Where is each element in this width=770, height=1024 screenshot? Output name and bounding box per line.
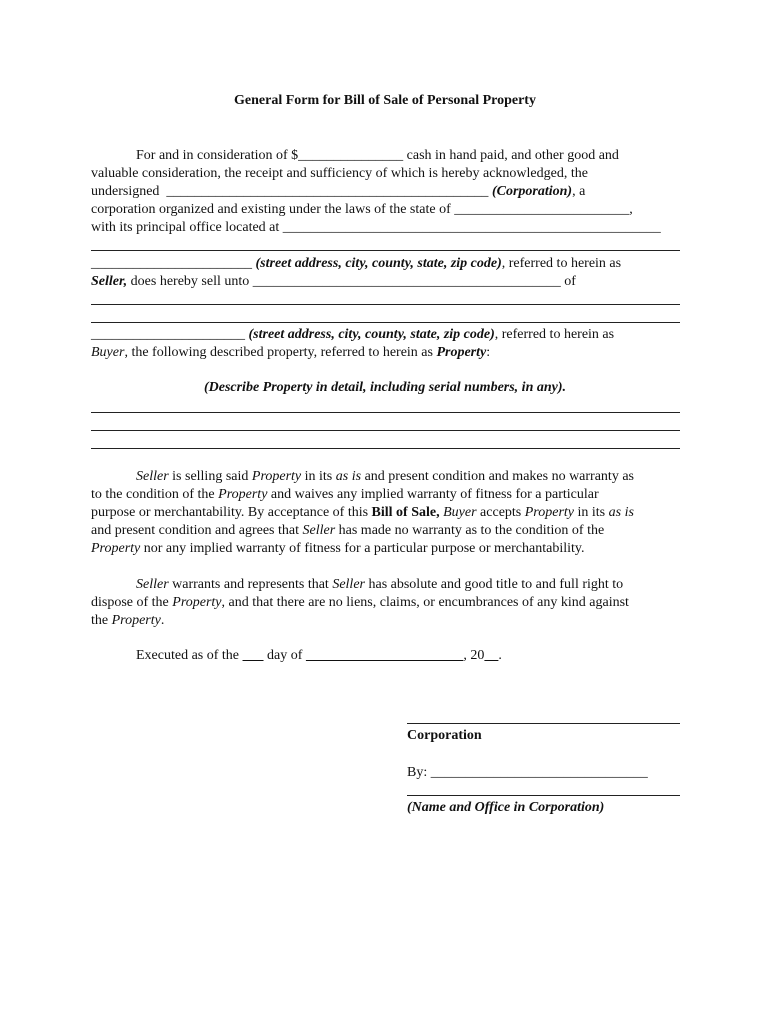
property-term: Property <box>172 595 222 610</box>
para2-text: and present condition and makes no warranty as <box>361 469 634 484</box>
described-property-text: , the following described property, referred to herein as <box>124 345 437 360</box>
para1-line6 <box>91 255 681 273</box>
para2-text: and waives any implied warranty of fitness for a particular <box>267 487 599 502</box>
para3-line1 <box>136 576 726 594</box>
para2-line5 <box>91 540 681 558</box>
blank-rule <box>91 430 680 431</box>
para3-text: , and that there are no liens, claims, or encumbrances of any kind against <box>221 595 629 610</box>
sell-unto-text: does hereby sell unto ____________________________________________ of <box>127 274 576 289</box>
blank-rule <box>91 412 680 413</box>
blank-rule <box>91 322 680 323</box>
para3-text: dispose of the <box>91 595 173 610</box>
corporation-label: (Corporation) <box>491 184 573 199</box>
para1-line8-end: , referred to herein as <box>494 327 615 342</box>
para2-line1 <box>136 468 726 486</box>
executed-text: . <box>498 648 502 663</box>
para3-line2 <box>91 594 681 612</box>
para3-text: the <box>91 613 112 628</box>
executed-line <box>136 647 726 665</box>
month-blank[interactable] <box>306 648 464 663</box>
seller-term: Seller <box>136 577 169 592</box>
para1-line4: corporation organized and existing under the laws of the state of _________________________, <box>91 202 633 217</box>
undersigned-text: undersigned ______________________________________________ <box>91 184 492 199</box>
para2-text: nor any implied warranty of fitness for a particular purpose or merchantability. <box>140 541 585 556</box>
executed-text: , 20 <box>463 648 485 663</box>
para3-text: . <box>160 613 165 628</box>
bill-of-sale-term: Bill of Sale, <box>371 505 440 520</box>
year-blank[interactable] <box>484 648 498 663</box>
buyer-address-hint: (street address, city, county, state, zip code) <box>248 327 495 342</box>
para1-line9-end: : <box>486 345 491 360</box>
property-term: Property <box>111 613 161 628</box>
para3-text: warrants and represents that <box>168 577 333 592</box>
buyer-address-blank: ______________________ <box>91 327 249 342</box>
para1-line1: For and in consideration of $_______________ cash in hand paid, and other good and <box>136 148 619 163</box>
describe-property-instruction: (Describe Property in detail, including serial numbers, in any). <box>203 380 567 395</box>
signature-line[interactable] <box>407 723 680 724</box>
seller-term: Seller <box>332 577 365 592</box>
day-blank[interactable] <box>243 648 264 663</box>
para2-text: in its <box>574 505 609 520</box>
by-signature-line[interactable]: By: _______________________________ <box>407 765 648 780</box>
para2-text: has made no warranty as to the condition of the <box>335 523 605 538</box>
para1-line5: with its principal office located at ______________________________________________________ <box>91 220 661 235</box>
property-term: Property <box>218 487 268 502</box>
para3-line3 <box>91 612 681 630</box>
executed-text: day of <box>263 648 306 663</box>
as-is-term: as is <box>608 505 634 520</box>
para2-text: in its <box>301 469 336 484</box>
para2-line4 <box>91 522 681 540</box>
para2-text: and present condition and agrees that <box>91 523 303 538</box>
para1-line8 <box>91 326 681 344</box>
executed-text: Executed as of the <box>136 648 243 663</box>
para1-line7 <box>91 273 681 291</box>
para1-line3-end: , a <box>572 184 586 199</box>
para1-line6-end: , referred to herein as <box>501 256 622 271</box>
buyer-term: Buyer <box>91 345 125 360</box>
seller-term: Seller, <box>91 274 128 289</box>
as-is-term: as is <box>335 469 362 484</box>
blank-rule <box>91 304 680 305</box>
blank-rule <box>91 448 680 449</box>
para2-text: is selling said <box>168 469 252 484</box>
property-term: Property <box>436 345 487 360</box>
para3-text: has absolute and good title to and full right to <box>364 577 624 592</box>
property-term: Property <box>91 541 141 556</box>
para2-line2 <box>91 486 681 504</box>
para2-text: to the condition of the <box>91 487 219 502</box>
buyer-term: Buyer <box>443 505 477 520</box>
document-title: General Form for Bill of Sale of Personal Property <box>234 93 536 108</box>
para1-line2: valuable consideration, the receipt and sufficiency of which is hereby acknowledged, the <box>91 166 588 181</box>
name-office-line[interactable] <box>407 795 680 796</box>
name-and-office-label: (Name and Office in Corporation) <box>407 800 605 815</box>
property-term: Property <box>524 505 574 520</box>
property-term: Property <box>251 469 302 484</box>
seller-term: Seller <box>302 523 336 538</box>
para2-line3 <box>91 504 681 522</box>
para2-text: purpose or merchantability. By acceptance of this <box>91 505 372 520</box>
para1-line9 <box>91 344 681 362</box>
blank-rule <box>91 250 680 251</box>
seller-address-hint: (street address, city, county, state, zip code) <box>255 256 502 271</box>
seller-address-blank: _______________________ <box>91 256 256 271</box>
para2-text: accepts <box>476 505 525 520</box>
para1-line3 <box>91 183 681 201</box>
corporation-signature-label: Corporation <box>407 728 482 743</box>
seller-term: Seller <box>136 469 169 484</box>
